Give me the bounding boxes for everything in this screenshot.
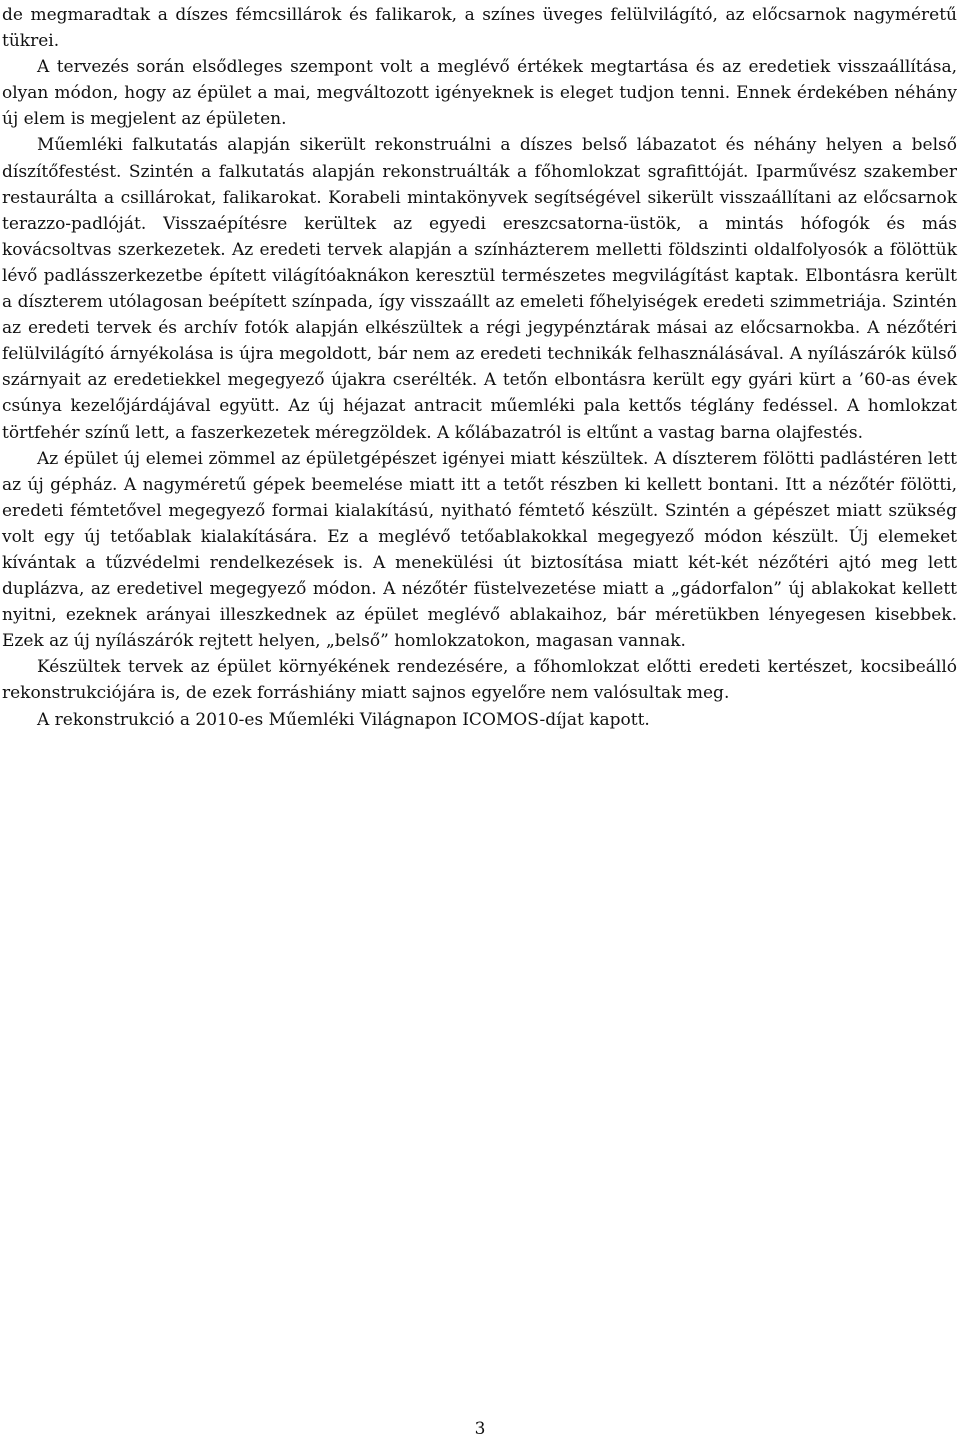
paragraph-design-goals: A tervezés során elsődleges szempont volt a meglévő értékek megtartása és az eredetiek visszaállítása, olyan módon, hogy az épület a mai, megváltozott igényeknek is eleget tudjon tenni. Ennek érdekében néhány új elem is megjelent az épületen. <box>2 57 957 130</box>
paragraph-surroundings-plans: Készültek tervek az épület környékének rendezésére, a főhomlokzat előtti eredeti kertészet, kocsibeálló rekonstrukciójára is, de ezek forráshiány miatt sajnos egyelőre nem valósultak meg. <box>2 657 957 704</box>
paragraph-continuation: de megmaradtak a díszes fémcsillárok és falikarok, a színes üveges felülvilágító, az előcsarnok nagyméretű tükrei. <box>2 5 957 52</box>
page-number: 3 <box>474 1419 486 1439</box>
paragraph-new-elements: Az épület új elemei zömmel az épületgépészet igényei miatt készültek. A díszterem fölötti padlástéren lett az új gépház. A nagyméretű gépek beemelése miatt itt a tetőt részben ki kellett bontani. Itt a nézőtér fölötti, eredeti fémtetővel megegyező formai kialakítású, nyitható fémtető készült. Szintén a gépészet miatt szükség volt egy új tetőablak kialakítására. Ez a meglévő tetőablakokkal megegyező módon készült. Új elemeket kívántak a tűzvédelmi rendelkezések is. A menekülési út biztosítása miatt két-két nézőtéri ajtó meg lett duplázva, az eredetivel megegyező módon. A nézőtér füstelvezetése miatt a „gádorfalon” új ablakokat kellett nyitni, ezeknek arányai illeszkednek az épület meglévő ablakaihoz, bár méretükben lényegesen kisebbek. Ezek az új nyílászárók rejtett helyen, „belső” homlokzatokon, magasan vannak. <box>2 448 957 652</box>
paragraph-restoration-works: Műemléki falkutatás alapján sikerült rekonstruálni a díszes belső lábazatot és néhány helyen a belső díszítőfestést. Szintén a falkutatás alapján rekonstruálták a főhomlokzat sgrafittóját. Iparművész szakember restaurálta a csillárokat, falikarokat. Korabeli mintakönyvek segítségével sikerült visszaállítani az előcsarnok terazzo-padlóját. Visszaépítésre kerültek az egyedi ereszcsatorna-üstök, a mintás hófogók és más kovácsoltvas szerkezetek. Az eredeti tervek alapján a színházterem melletti földszinti oldalfolyosók a fölöttük lévő padlásszerkezetbe épített világítóaknákon keresztül természetes megvilágítást kaptak. Elbontásra került a díszterem utólagosan beépített színpada, így visszaállt az emeleti főhelyiségek eredeti szimmetriája. Szintén az eredeti tervek és archív fotók alapján elkészültek a régi jegypénztárak másai az előcsarnokba. A nézőtéri felülvilágító árnyékolása is újra megoldott, bár nem az eredeti technikák felhasználásával. A nyílászárók külső szárnyait az eredetiekkel megegyező újakra cserélték. A tetőn elbontásra került egy gyári kürt a ’60-as évek csúnya kezelőjárdájával együtt. Az új héjazat antracit műemléki pala kettős téglány fedéssel. A homlokzat törtfehér színű lett, a faszerkezetek méregzöldek. A kőlábazatról is eltűnt a vastag barna olajfestés. <box>2 135 957 443</box>
body-text <box>2 2 957 733</box>
paragraph-award: A rekonstrukció a 2010-es Műemléki Világnapon ICOMOS-díjat kapott. <box>37 709 650 730</box>
